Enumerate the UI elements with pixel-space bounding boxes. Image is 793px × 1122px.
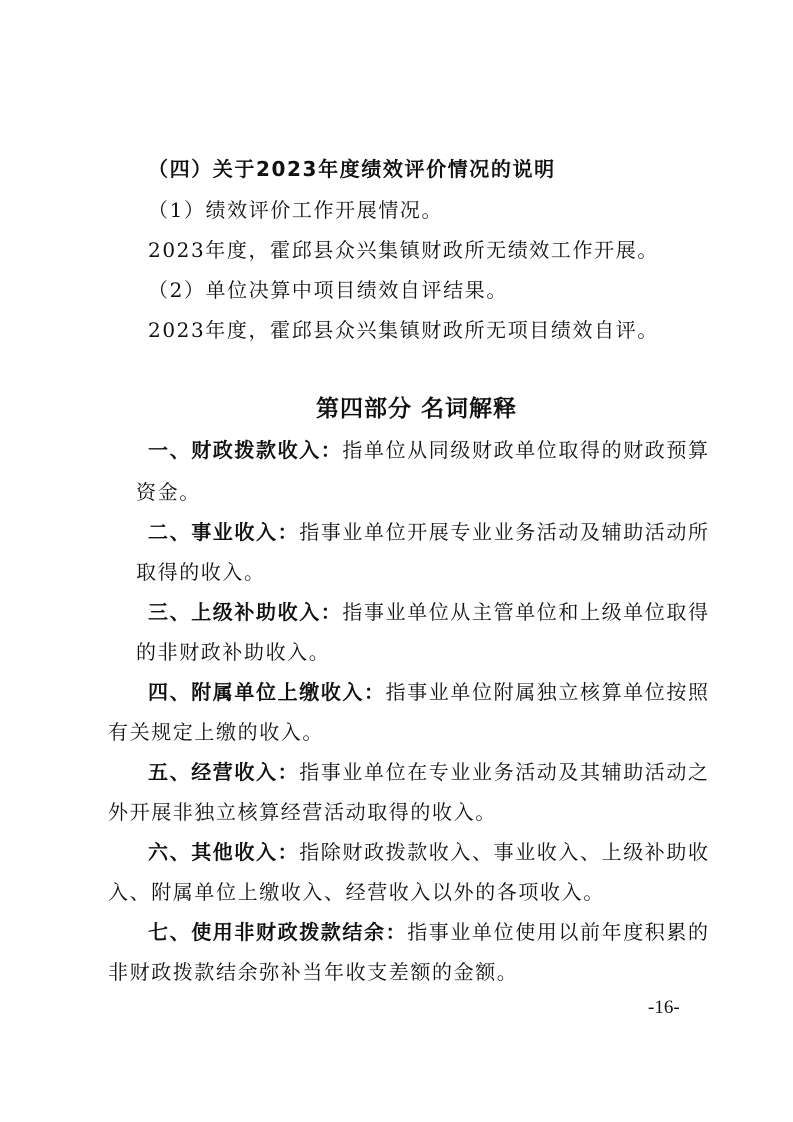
term-definition: 指除财政拨款收入、事业收入、上级补助收: [299, 840, 710, 864]
term-paragraph-line2: 外开展非独立核算经营活动取得的收入。: [108, 800, 497, 824]
page-number: -16-: [648, 997, 680, 1018]
term-label: 五、经营收入：: [148, 760, 300, 784]
term-paragraph-line2: 取得的收入。: [136, 560, 266, 584]
term-definition: 指事业单位开展专业业务活动及辅助活动所: [299, 520, 710, 544]
term-label: 四、附属单位上缴收入：: [148, 680, 386, 704]
term-paragraph-line2: 的非财政补助收入。: [136, 640, 331, 664]
term-label: 一、财政拨款收入：: [148, 438, 343, 462]
item2-title: （2）单位决算中项目绩效自评结果。: [148, 278, 508, 302]
term-label: 六、其他收入：: [148, 840, 300, 864]
term-paragraph-line1: [148, 758, 710, 786]
term-definition: 指事业单位附属独立核算单位按照: [385, 680, 710, 704]
term-paragraph-line1: [148, 518, 710, 546]
term-paragraph-line2: 有关规定上缴的收入。: [108, 720, 324, 744]
term-paragraph-line2: 入、附属单位上缴收入、经营收入以外的各项收入。: [108, 880, 605, 904]
term-paragraph-line2: 非财政拨款结余弥补当年收支差额的金额。: [108, 960, 519, 984]
term-paragraph-line1: [148, 436, 710, 464]
term-definition: 指单位从同级财政单位取得的财政预算: [342, 438, 710, 462]
term-label: 二、事业收入：: [148, 520, 300, 544]
term-paragraph-line1: [148, 918, 710, 946]
section-title: （四）关于2023年度绩效评价情况的说明: [148, 157, 556, 181]
term-paragraph-line2: 资金。: [136, 480, 201, 504]
item1-text: 2023年度，霍邱县众兴集镇财政所无绩效工作开展。: [148, 238, 659, 262]
item2-text: 2023年度，霍邱县众兴集镇财政所无项目绩效自评。: [148, 318, 659, 342]
term-label: 三、上级补助收入：: [148, 600, 343, 624]
term-paragraph-line1: [148, 598, 710, 626]
term-paragraph-line1: [148, 678, 710, 706]
term-paragraph-line1: [148, 838, 710, 866]
term-definition: 指事业单位使用以前年度积累的: [407, 920, 710, 944]
item1-title: （1）绩效评价工作开展情况。: [148, 198, 444, 222]
term-definition: 指事业单位从主管单位和上级单位取得: [342, 600, 710, 624]
term-definition: 指事业单位在专业业务活动及其辅助活动之: [299, 760, 710, 784]
term-label: 七、使用非财政拨款结余：: [148, 920, 408, 944]
part-heading: 第四部分 名词解释: [316, 396, 518, 422]
